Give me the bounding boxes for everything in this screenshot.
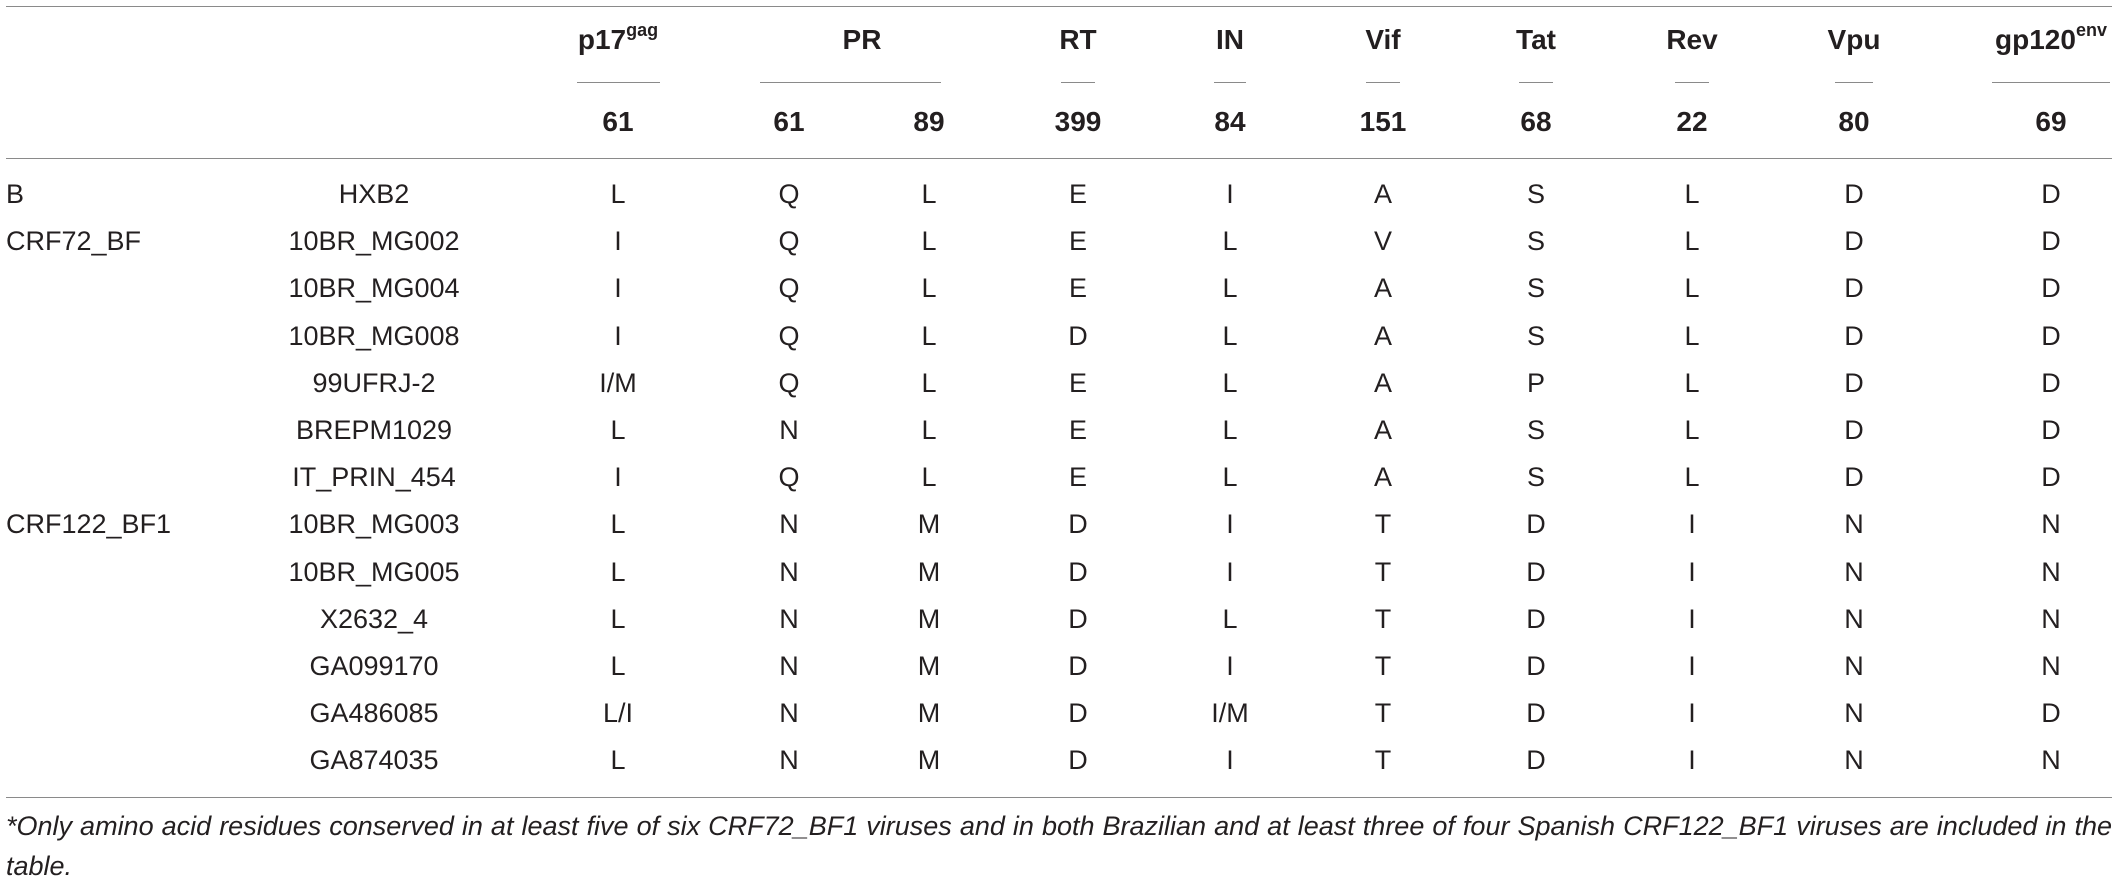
position-gp120-69: 69 <box>2035 106 2067 137</box>
cell-residue-gp120-69: D <box>2041 179 2061 209</box>
cell-residue-rev-22: I <box>1688 603 1696 634</box>
cell-residue-vif-151: A <box>1373 367 1393 398</box>
cell-residue-vpu-80: D <box>1844 462 1864 493</box>
cell-residue-rt-399: D <box>1068 603 1088 634</box>
cell-residue-pr-61: N <box>779 556 799 587</box>
cell-residue-gp120-69: N <box>2041 651 2061 681</box>
cell-residue-vpu-80: N <box>1844 745 1864 776</box>
cell-residue-rev-22: I <box>1688 556 1696 587</box>
cell-residue-tat-68: S <box>1526 415 1546 445</box>
cell-residue-pr-61: N <box>779 651 799 681</box>
position-in-84: 84 <box>1214 106 1246 137</box>
cell-residue-pr-61: N <box>779 415 799 445</box>
cell-residue-vpu-80: N <box>1844 651 1864 681</box>
cell-residue-rev-22: I <box>1688 509 1696 540</box>
cell-residue-gp120-69: D <box>2041 415 2061 445</box>
cell-residue-rev-22: L <box>1684 273 1700 304</box>
cell-residue-tat-68: D <box>1526 698 1546 729</box>
cell-residue-rev-22: L <box>1684 462 1700 493</box>
cell-residue-in-84: L <box>1222 603 1238 634</box>
column-header-vpu: Vpu <box>1827 24 1881 55</box>
cell-isolate: HXB2 <box>338 179 410 209</box>
cell-residue-rt-399: E <box>1068 273 1088 304</box>
cell-residue-pr-89: M <box>917 651 941 681</box>
cell-residue-tat-68: S <box>1526 462 1546 493</box>
table-row <box>0 171 2118 218</box>
cell-residue-rt-399: D <box>1068 698 1088 729</box>
cell-residue-rev-22: L <box>1684 226 1700 257</box>
cell-residue-vpu-80: N <box>1844 698 1864 729</box>
cell-residue-vif-151: V <box>1373 226 1393 257</box>
position-vpu-80: 80 <box>1838 106 1870 137</box>
cell-residue-pr-89: L <box>921 415 937 445</box>
cell-residue-gp120-69: D <box>2041 462 2061 493</box>
cell-residue-vif-151: A <box>1373 179 1393 209</box>
position-tat-68: 68 <box>1520 106 1552 137</box>
cell-residue-p17-61: L <box>610 415 626 445</box>
cell-residue-vif-151: A <box>1373 462 1393 493</box>
cell-isolate: GA099170 <box>309 651 439 681</box>
cell-residue-p17-61: I <box>614 320 622 351</box>
position-pr-61: 61 <box>773 106 805 137</box>
table-row <box>0 313 2118 360</box>
cell-residue-tat-68: D <box>1526 509 1546 540</box>
cell-residue-pr-89: L <box>921 226 937 257</box>
cell-residue-pr-89: L <box>921 273 937 304</box>
cell-residue-in-84: L <box>1222 367 1238 398</box>
cell-residue-vpu-80: N <box>1844 509 1864 540</box>
cell-residue-pr-89: M <box>917 556 941 587</box>
cell-residue-tat-68: S <box>1526 179 1546 209</box>
cell-isolate: BREPM1029 <box>295 415 453 445</box>
cell-residue-p17-61: L <box>610 745 626 776</box>
cell-residue-p17-61: L <box>610 651 626 681</box>
cell-isolate: 10BR_MG004 <box>288 273 460 304</box>
cell-residue-pr-89: L <box>921 179 937 209</box>
cell-residue-tat-68: S <box>1526 320 1546 351</box>
cell-residue-rev-22: L <box>1684 179 1700 209</box>
cell-residue-gp120-69: D <box>2041 320 2061 351</box>
table-row <box>0 643 2118 690</box>
cell-residue-tat-68: S <box>1526 273 1546 304</box>
cell-residue-vpu-80: D <box>1844 320 1864 351</box>
cell-subtype: B <box>6 179 25 209</box>
cell-residue-vif-151: T <box>1374 745 1392 776</box>
table-row <box>0 407 2118 454</box>
cell-residue-p17-61: I/M <box>599 367 637 398</box>
cell-isolate: X2632_4 <box>319 603 429 634</box>
cell-residue-in-84: L <box>1222 226 1238 257</box>
cell-residue-rev-22: L <box>1684 415 1700 445</box>
cell-residue-in-84: I <box>1226 509 1234 540</box>
table-row <box>0 454 2118 501</box>
cell-residue-pr-89: L <box>921 462 937 493</box>
cell-isolate: 10BR_MG002 <box>288 226 460 257</box>
cell-residue-tat-68: D <box>1526 651 1546 681</box>
position-vif-151: 151 <box>1359 106 1407 137</box>
header-underline-tat <box>1519 82 1553 83</box>
column-header-rev: Rev <box>1666 24 1718 55</box>
cell-residue-pr-89: M <box>917 745 941 776</box>
cell-residue-gp120-69: D <box>2041 698 2061 729</box>
cell-residue-vpu-80: N <box>1844 556 1864 587</box>
table-footnote: *Only amino acid residues conserved in at least five of six CRF72_BF1 viruses and in both Brazilian and at least three of four Spanish CRF122_BF1 viruses are included in the table. <box>6 811 2112 881</box>
cell-residue-in-84: L <box>1222 415 1238 445</box>
cell-residue-in-84: I <box>1226 651 1234 681</box>
cell-residue-tat-68: P <box>1526 367 1546 398</box>
cell-residue-p17-61: L <box>610 179 626 209</box>
cell-residue-pr-61: Q <box>778 367 800 398</box>
header-underline-rt <box>1061 82 1095 83</box>
header-underline-gp120 <box>1992 82 2110 83</box>
cell-residue-rt-399: D <box>1068 320 1088 351</box>
column-header-tat: Tat <box>1516 24 1556 55</box>
cell-residue-vif-151: A <box>1373 320 1393 351</box>
header-underline-in <box>1214 82 1246 83</box>
cell-residue-vif-151: T <box>1374 509 1392 540</box>
cell-isolate: IT_PRIN_454 <box>292 462 456 493</box>
cell-residue-rt-399: D <box>1068 745 1088 776</box>
cell-residue-vif-151: T <box>1374 603 1392 634</box>
cell-residue-p17-61: L <box>610 603 626 634</box>
cell-residue-gp120-69: N <box>2041 509 2061 540</box>
cell-residue-rt-399: E <box>1068 415 1088 445</box>
position-pr-89: 89 <box>913 106 945 137</box>
table-row <box>0 360 2118 407</box>
column-header-vif: Vif <box>1365 24 1401 55</box>
cell-residue-vpu-80: D <box>1844 226 1864 257</box>
cell-residue-rev-22: L <box>1684 320 1700 351</box>
cell-residue-pr-89: M <box>917 698 941 729</box>
header-underline-vif <box>1366 82 1400 83</box>
header-bottom-rule <box>6 158 2112 159</box>
cell-residue-pr-61: Q <box>778 179 800 209</box>
cell-residue-vpu-80: D <box>1844 415 1864 445</box>
cell-residue-rt-399: D <box>1068 556 1088 587</box>
table-top-rule <box>6 6 2112 7</box>
cell-residue-vpu-80: D <box>1844 273 1864 304</box>
position-rev-22: 22 <box>1676 106 1708 137</box>
column-header-in: IN <box>1216 24 1244 55</box>
table-row <box>0 690 2118 737</box>
cell-residue-rt-399: D <box>1068 509 1088 540</box>
cell-residue-gp120-69: D <box>2041 226 2061 257</box>
cell-residue-in-84: I <box>1226 745 1234 776</box>
cell-isolate: 10BR_MG003 <box>288 509 460 540</box>
cell-residue-tat-68: D <box>1526 745 1546 776</box>
cell-residue-p17-61: L/I <box>602 698 634 729</box>
cell-residue-rev-22: I <box>1688 698 1696 729</box>
cell-subtype: CRF122_BF1 <box>6 509 172 540</box>
cell-residue-rt-399: E <box>1068 462 1088 493</box>
cell-residue-pr-89: L <box>921 367 937 398</box>
cell-residue-in-84: I/M <box>1211 698 1249 729</box>
table-bottom-rule <box>6 797 2112 798</box>
cell-residue-vif-151: A <box>1373 415 1393 445</box>
cell-residue-vpu-80: D <box>1844 367 1864 398</box>
cell-residue-rev-22: L <box>1684 367 1700 398</box>
cell-subtype: CRF72_BF <box>6 226 142 257</box>
cell-residue-in-84: I <box>1226 179 1234 209</box>
cell-residue-p17-61: I <box>614 273 622 304</box>
table-row <box>0 549 2118 596</box>
cell-residue-pr-89: M <box>917 509 941 540</box>
cell-residue-pr-61: Q <box>778 320 800 351</box>
cell-residue-in-84: L <box>1222 320 1238 351</box>
cell-residue-tat-68: S <box>1526 226 1546 257</box>
position-p17-61: 61 <box>602 106 634 137</box>
cell-residue-vif-151: T <box>1374 698 1392 729</box>
cell-residue-vpu-80: D <box>1844 179 1864 209</box>
header-underline-rev <box>1675 82 1709 83</box>
cell-isolate: 10BR_MG008 <box>288 320 460 351</box>
cell-residue-pr-61: Q <box>778 462 800 493</box>
cell-residue-p17-61: I <box>614 462 622 493</box>
column-header-p17gag: $p17^{gag}$ <box>577 20 659 55</box>
cell-residue-rev-22: I <box>1688 651 1696 681</box>
cell-residue-rt-399: E <box>1068 179 1088 209</box>
cell-residue-pr-89: L <box>921 320 937 351</box>
cell-isolate: GA874035 <box>309 745 439 776</box>
header-underline-vpu <box>1835 82 1873 83</box>
cell-residue-p17-61: I <box>614 226 622 257</box>
cell-residue-in-84: L <box>1222 273 1238 304</box>
header-underline-p17 <box>577 82 660 83</box>
cell-residue-pr-61: N <box>779 745 799 776</box>
cell-residue-rt-399: D <box>1068 651 1088 681</box>
cell-residue-gp120-69: N <box>2041 556 2061 587</box>
cell-residue-in-84: L <box>1222 462 1238 493</box>
cell-isolate: 10BR_MG005 <box>288 556 460 587</box>
position-rt-399: 399 <box>1054 106 1102 137</box>
cell-residue-vif-151: T <box>1374 556 1392 587</box>
cell-residue-pr-61: Q <box>778 226 800 257</box>
cell-residue-tat-68: D <box>1526 556 1546 587</box>
cell-residue-gp120-69: N <box>2041 603 2061 634</box>
table-row <box>0 218 2118 265</box>
cell-residue-pr-61: Q <box>778 273 800 304</box>
cell-residue-vpu-80: N <box>1844 603 1864 634</box>
cell-residue-pr-61: N <box>779 509 799 540</box>
cell-residue-gp120-69: N <box>2041 745 2061 776</box>
cell-residue-gp120-69: D <box>2041 273 2061 304</box>
header-underline-pr <box>760 82 941 83</box>
cell-residue-p17-61: L <box>610 556 626 587</box>
table-row <box>0 265 2118 312</box>
cell-residue-tat-68: D <box>1526 603 1546 634</box>
cell-isolate: GA486085 <box>309 698 439 729</box>
table-row <box>0 737 2118 784</box>
cell-isolate: 99UFRJ-2 <box>312 367 436 398</box>
cell-residue-gp120-69: D <box>2041 367 2061 398</box>
column-header-gp120env: $gp120^{env}$ <box>1995 20 2107 55</box>
table-row <box>0 501 2118 548</box>
cell-residue-pr-61: N <box>779 603 799 634</box>
column-header-rt: RT <box>1059 24 1097 55</box>
cell-residue-in-84: I <box>1226 556 1234 587</box>
column-header-pr: PR <box>842 24 882 55</box>
cell-residue-rt-399: E <box>1068 226 1088 257</box>
table-row <box>0 596 2118 643</box>
cell-residue-vif-151: A <box>1373 273 1393 304</box>
cell-residue-p17-61: L <box>610 509 626 540</box>
cell-residue-rt-399: E <box>1068 367 1088 398</box>
cell-residue-pr-61: N <box>779 698 799 729</box>
cell-residue-rev-22: I <box>1688 745 1696 776</box>
cell-residue-vif-151: T <box>1374 651 1392 681</box>
cell-residue-pr-89: M <box>917 603 941 634</box>
